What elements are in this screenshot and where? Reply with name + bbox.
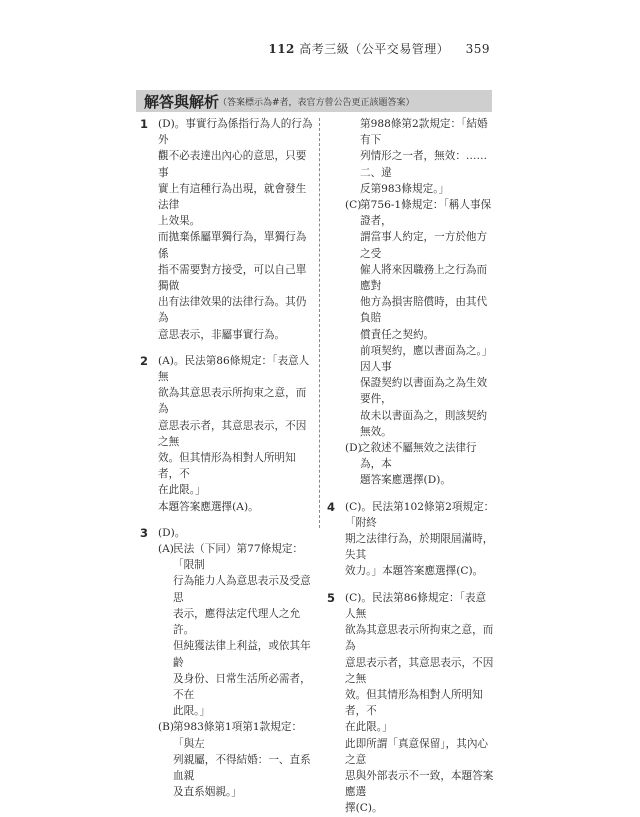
section-title: 解答與解析 <box>144 93 220 111</box>
text-line: 反第983條規定。」 <box>360 182 450 195</box>
text-line: 列情形之一者，無效：……二、違 <box>360 150 488 179</box>
answer-1 <box>140 116 315 343</box>
text-line: 第756-1條規定：「稱人事保證者， <box>360 199 492 228</box>
answer-text <box>345 499 495 580</box>
text-line: 效。但其情形為相對人所明知者，不 <box>158 452 296 481</box>
answer-3-continued <box>327 116 495 489</box>
text-line: 及身份、日常生活所必需者，不在 <box>173 672 311 701</box>
section-title-bar <box>136 90 492 112</box>
sub-item-b-continued <box>345 116 495 197</box>
sub-marker: (A) <box>158 543 174 556</box>
sub-item-d <box>345 440 495 489</box>
text-line: 思與外部表示不一致，本題答案應選 <box>345 769 494 799</box>
text-line: 意思表示者，其意思表示，不因之無 <box>345 656 494 685</box>
text-line: 題答案應選擇(D)。 <box>360 474 451 487</box>
sub-marker: (B) <box>158 721 175 734</box>
text-line: 此限。」 <box>173 705 211 718</box>
page-number: 359 <box>465 42 490 56</box>
answer-4 <box>327 499 495 580</box>
text-line: 第983條第1項第1款規定：「與左 <box>173 721 303 750</box>
text-line: 意思表示者，其意思表示，不因之無 <box>158 419 307 448</box>
answer-number: 5 <box>327 590 336 605</box>
text-line: 此即所謂「真意保留」，其內心之意 <box>345 737 489 766</box>
text-line: 第988條第2款規定：「結婚有下 <box>360 118 488 147</box>
text-line: 之敘述不屬無效之法律行為，本 <box>360 442 477 471</box>
text-line: 在此限。」 <box>158 484 206 497</box>
page-header <box>268 40 490 57</box>
sub-marker: (C) <box>345 199 362 212</box>
text-line: 上效果。 <box>158 215 201 228</box>
text-line: 前項契約，應以書面為之。」因人事 <box>360 344 493 374</box>
text-line: 保證契約以書面為之為生效要件， <box>360 377 488 406</box>
exam-title: 高考三級（公平交易管理） <box>299 42 450 56</box>
text-line: (D)。事實行為係指行為人的行為外 <box>158 118 313 147</box>
answer-3 <box>140 525 315 800</box>
text-line: 表示，應得法定代理人之允許。 <box>173 607 301 637</box>
text-line: 他方為損害賠償時，由其代負賠 <box>360 296 488 325</box>
answer-5 <box>327 590 495 817</box>
text-line: 本題答案應選擇(A)。 <box>158 500 259 513</box>
text-line: 出有法律效果的法律行為。其仍為 <box>158 296 307 325</box>
sub-item-a <box>158 541 315 719</box>
text-line: (A)。民法第86條規定：「表意人無 <box>158 354 310 384</box>
text-line: 及直系姻親。」 <box>173 786 242 799</box>
text-line: 但純獲法律上利益，或依其年齡 <box>173 640 311 669</box>
text-line: 實上有這種行為出現，就會發生法律 <box>158 182 307 212</box>
answer-text <box>158 116 315 343</box>
text-line: (C)。民法第102條第2項規定：「附終 <box>345 500 495 529</box>
column-divider <box>319 118 320 528</box>
answer-2 <box>140 353 315 515</box>
text-line: 故未以書面為之，則該契約無效。 <box>360 409 488 438</box>
sub-marker: (D) <box>345 442 362 455</box>
answer-number: 4 <box>327 499 336 514</box>
sub-item-c <box>345 197 495 440</box>
answer-number: 3 <box>140 525 149 540</box>
text-line: 期之法律行為，於期限屆滿時，失其 <box>345 533 494 562</box>
section-note: （答案標示為#者，表官方曾公告更正該題答案） <box>218 98 415 108</box>
exam-year: 112 <box>268 42 295 56</box>
text-line: 僱人將來因職務上之行為而應對 <box>360 263 488 293</box>
text-line: (D)。 <box>158 526 186 539</box>
text-line: 償責任之契約。 <box>360 328 435 341</box>
answer-text <box>158 525 315 800</box>
answer-number: 1 <box>140 117 149 131</box>
text-line: 列親屬，不得結婚：一、直系血親 <box>173 753 311 782</box>
text-line: 在此限。」 <box>345 721 393 734</box>
answer-text <box>158 353 315 515</box>
left-column <box>140 116 315 800</box>
text-line: 擇(C)。 <box>345 802 383 815</box>
text-line: 民法（下同）第77條規定：「限制 <box>173 543 304 572</box>
text-line: (C)。民法第86條規定：「表意人無 <box>345 591 487 620</box>
answer-text <box>345 116 495 489</box>
text-line: 欲為其意思表示所拘束之意，而為 <box>345 624 494 653</box>
text-line: 觀不必表達出內心的意思，只要事 <box>158 150 307 179</box>
text-line: 而拋棄係屬單獨行為，單獨行為係 <box>158 231 307 260</box>
text-line: 行為能力人為意思表示及受意思 <box>173 575 311 604</box>
text-line: 效。但其情形為相對人所明知者，不 <box>345 688 483 718</box>
answer-text <box>345 590 495 817</box>
text-line: 效力。」本題答案應選擇(C)。 <box>345 565 484 578</box>
answer-number: 2 <box>140 353 149 368</box>
right-column <box>327 116 495 817</box>
sub-item-b <box>158 719 315 800</box>
text-line: 謂當事人約定，一方於他方之受 <box>360 231 488 260</box>
text-line: 欲為其意思表示所拘束之意，而為 <box>158 387 307 416</box>
text-line: 意思表示，非屬事實行為。 <box>158 328 286 341</box>
text-line: 指不需要對方接受，可以自己單獨做 <box>158 263 307 293</box>
